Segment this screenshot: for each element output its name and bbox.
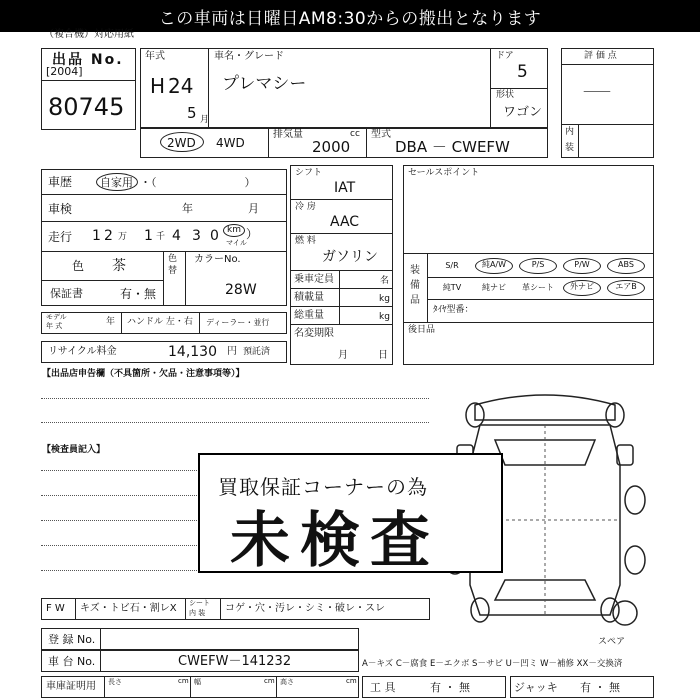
equipment-grid xyxy=(431,255,651,301)
equip-airbag: エアB xyxy=(607,280,645,296)
color-value: 茶 xyxy=(112,258,126,274)
unchecked-stamp xyxy=(198,453,503,576)
load-unit: kg xyxy=(379,294,390,304)
tools-value: 有 ・ 無 xyxy=(430,681,470,694)
load-label: 積載量 xyxy=(294,292,324,303)
equip-ext-navi: 外ナビ xyxy=(563,280,601,296)
title-change-month: 月 xyxy=(338,350,348,361)
title-change-day: 日 xyxy=(378,350,388,361)
equip-sr: S/R xyxy=(445,261,459,270)
cert-height-unit: cm xyxy=(346,677,357,685)
tools-label: 工 具 xyxy=(370,681,396,694)
shape-label: 形状 xyxy=(496,90,515,100)
equip-abs: ABS xyxy=(607,258,645,274)
door-value: 5 xyxy=(517,62,528,82)
year-label: 年式 xyxy=(145,51,165,62)
seat-value: コゲ・穴・汚レ・シミ・破レ・スレ xyxy=(225,603,385,614)
shift-value: IAT xyxy=(334,180,356,196)
notes-label: 後日品 xyxy=(408,325,436,335)
inspection-year-unit: 年 xyxy=(182,202,193,215)
model-label: 型式 xyxy=(371,129,391,140)
model-year-label-2: 年 式 xyxy=(46,322,63,330)
cert-label: 車庫証明用 xyxy=(46,681,96,692)
mileage-d3: 1 xyxy=(144,228,153,244)
banner: この車両は日曜日AM8:30からの搬出となります xyxy=(0,0,700,32)
lot-label: 出品 No. xyxy=(52,52,124,68)
fw-label: F W xyxy=(46,603,65,614)
fuel-label: 燃 料 xyxy=(295,236,316,246)
year-value: 24 xyxy=(168,74,194,98)
mileage-km: km xyxy=(227,225,241,235)
rating-label: 評 価 点 xyxy=(584,51,617,61)
cert-width-unit: cm xyxy=(264,677,275,685)
year-era: H xyxy=(150,74,166,98)
model-year-label-1: モデル xyxy=(46,313,67,321)
mileage-sen: 千 xyxy=(156,232,166,242)
door-label: ドア xyxy=(496,51,514,61)
equipment-label-3: 品 xyxy=(410,295,420,306)
year-month: 5 xyxy=(187,104,197,122)
chassis-label: 車 台 No. xyxy=(48,655,96,668)
stamp-main: 未検査 xyxy=(230,506,440,576)
history-value: 自家用 xyxy=(100,176,133,189)
drive-2wd: 2WD xyxy=(167,136,196,150)
recycle-label: リサイクル料金 xyxy=(48,346,117,357)
cert-length-unit: cm xyxy=(178,677,189,685)
equip-aw: 純A/W xyxy=(475,258,513,274)
mileage-bracket: ） xyxy=(246,227,259,241)
handle: ハンドル 左・右 xyxy=(127,317,193,327)
drive-4wd: 4WD xyxy=(216,136,245,150)
mileage-d1: 1 xyxy=(92,228,101,244)
ac-label: 冷 房 xyxy=(295,202,316,212)
cert-length: 長さ xyxy=(108,678,122,686)
year-month-unit: 月 xyxy=(200,115,210,125)
shift-label: シフト xyxy=(295,168,323,178)
recycle-note: 預託済 xyxy=(243,347,271,357)
header-note: （複合機）対応用紙 xyxy=(44,29,134,40)
title-change-label: 名変期限 xyxy=(294,328,334,339)
fuel-value: ガソリン xyxy=(322,249,378,265)
rating-value: － xyxy=(579,85,615,101)
mileage-d5: 3 xyxy=(192,228,201,244)
gross-unit: kg xyxy=(379,312,390,322)
recycle-value: 14,130 xyxy=(168,344,217,360)
shape-value: ワゴン xyxy=(503,105,543,120)
displacement-label: 排気量 xyxy=(273,129,303,140)
stamp-title: 買取保証コーナーの為 xyxy=(218,475,428,499)
equip-navi: 純ナビ xyxy=(482,283,506,292)
sales-point-label: セールスポイント xyxy=(408,168,480,178)
history-label: 車歴 xyxy=(48,175,73,189)
equip-pw: P/W xyxy=(563,258,601,274)
displacement-value: 2000 xyxy=(312,138,351,156)
jack-label: ジャッキ xyxy=(514,681,558,694)
model-value: DBA － CWEFW xyxy=(395,138,510,156)
interior-label-2: 装 xyxy=(565,143,575,153)
equip-leather: 革シート xyxy=(522,283,554,292)
equipment-label-1: 装 xyxy=(410,265,420,276)
color-no-label: カラーNo. xyxy=(194,254,241,265)
inspection-month-unit: 月 xyxy=(248,202,259,215)
gross-label: 総重量 xyxy=(294,310,324,321)
inspection-label: 車検 xyxy=(48,202,73,216)
car-name-label: 車名・グレード xyxy=(214,51,284,62)
cert-width: 幅 xyxy=(194,678,201,686)
capacity-label: 乗車定員 xyxy=(294,274,334,285)
exhibitor-label: 【出品店申告欄（不具箇所・欠品・注意事項等）】 xyxy=(42,369,245,379)
cert-height: 高さ xyxy=(280,678,294,686)
equip-ps: P/S xyxy=(519,258,557,274)
color-change-2: 替 xyxy=(168,266,178,276)
dealer: ディーラー・並行 xyxy=(206,318,270,327)
lot-small: [2004] xyxy=(46,65,83,78)
equip-tv: 純TV xyxy=(442,283,462,292)
recycle-unit: 円 xyxy=(227,346,237,357)
car-name: プレマシー xyxy=(222,74,307,94)
displacement-unit: cc xyxy=(350,129,360,139)
seat-label-2: 内 装 xyxy=(189,609,206,617)
fw-value: キズ・トビ石・割レX xyxy=(80,603,177,614)
spare-label: スペア xyxy=(598,637,626,647)
warranty-label: 保証書 xyxy=(50,287,83,300)
inspector-label: 【検査員記入】 xyxy=(42,445,106,455)
history-rest: ・（ ） xyxy=(140,176,256,189)
interior-label-1: 内 xyxy=(565,127,575,137)
mileage-label: 走行 xyxy=(48,230,73,244)
mileage-d4: 4 xyxy=(172,228,181,244)
model-year-unit: 年 xyxy=(106,317,116,327)
capacity-unit: 名 xyxy=(380,276,390,286)
damage-legend: A－キズ C－腐食 E－エクボ S－サビ U－凹ミ W－補修 XX－交換済 xyxy=(362,659,623,669)
warranty-value: 有・無 xyxy=(120,287,157,301)
lot-number: 80745 xyxy=(48,93,125,121)
mileage-d2: 2 xyxy=(104,228,113,244)
equipment-label-2: 備 xyxy=(410,280,420,291)
color-no-value: 28W xyxy=(225,282,257,298)
tire-label: ﾀｲﾔ型番： xyxy=(433,305,474,315)
mileage-man: 万 xyxy=(118,232,128,242)
jack-value: 有 ・ 無 xyxy=(580,681,620,694)
mileage-mile: マイル xyxy=(226,239,247,247)
chassis-value: CWEFW－141232 xyxy=(178,654,292,669)
color-change-1: 色 xyxy=(168,254,178,264)
seat-label-1: シート xyxy=(189,599,210,607)
ac-value: AAC xyxy=(330,214,360,230)
mileage-d6: 0 xyxy=(210,228,219,244)
registration-label: 登 録 No. xyxy=(48,633,96,646)
color-label: 色 xyxy=(72,259,85,273)
